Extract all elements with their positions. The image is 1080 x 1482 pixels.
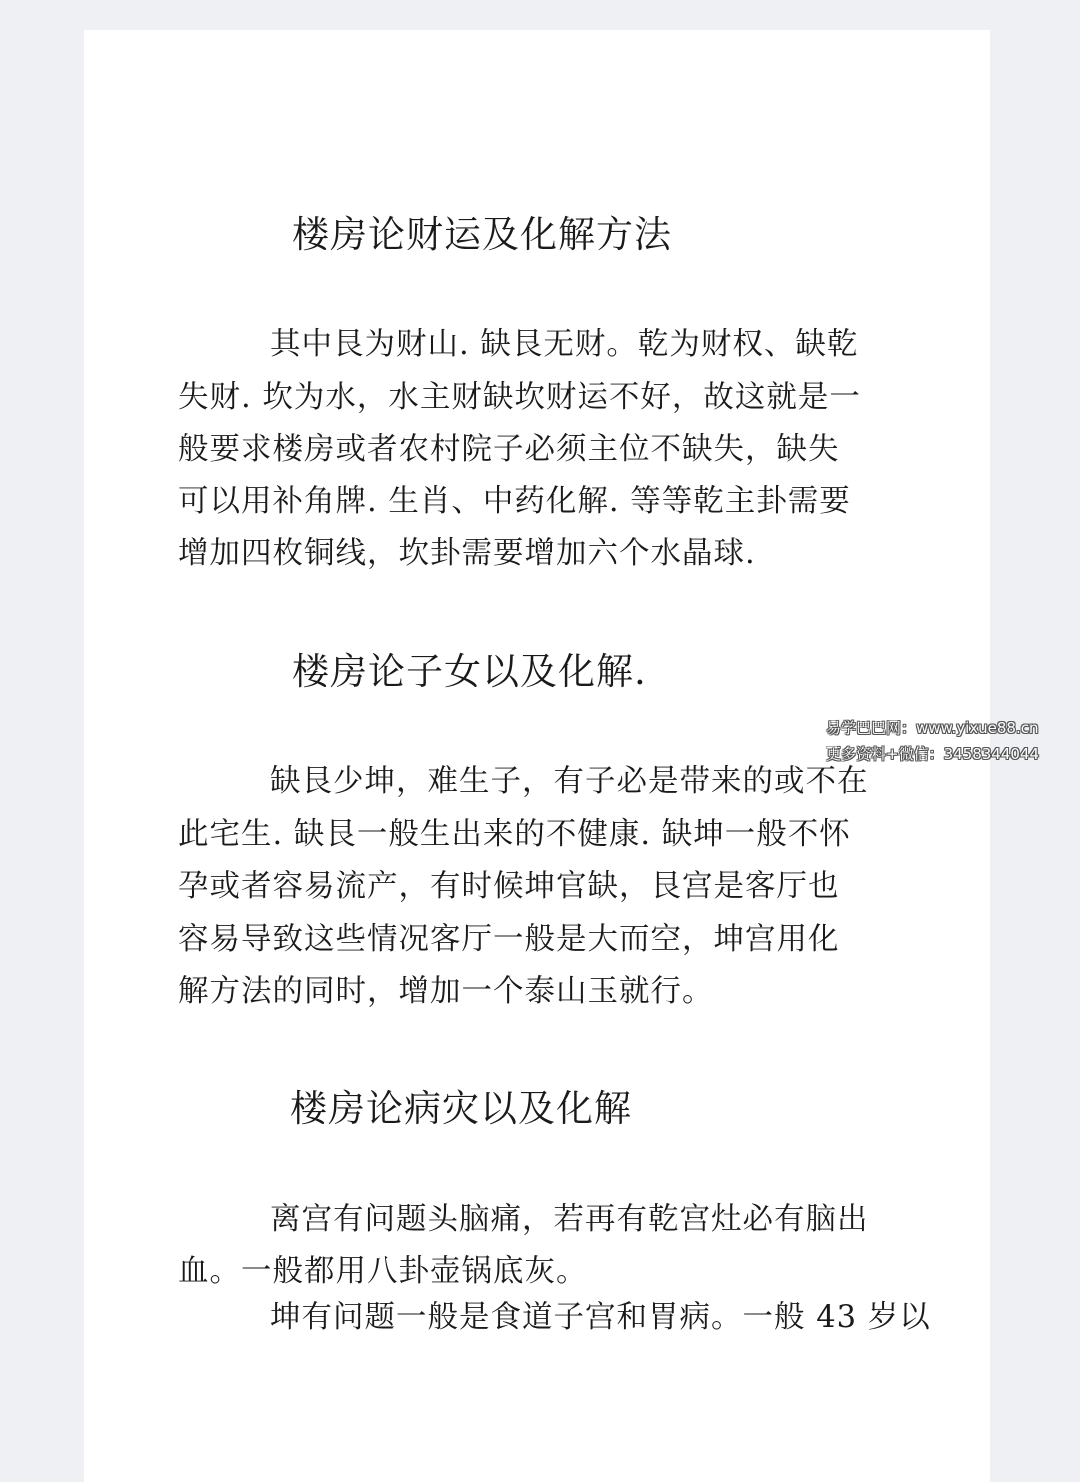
section-title-illness: 楼房论病灾以及化解	[290, 1087, 632, 1130]
section-title-wealth: 楼房论财运及化解方法	[292, 213, 672, 256]
paragraph-line: 增加四枚铜线，坎卦需要增加六个水晶球.	[178, 536, 756, 571]
paragraph-line: 此宅生. 缺艮一般生出来的不健康. 缺坤一般不怀	[178, 817, 851, 852]
paragraph-line: 其中艮为财山. 缺艮无财。乾为财权、缺乾	[270, 327, 859, 362]
paragraph-line: 离宫有问题头脑痛，若再有乾宫灶必有脑出	[270, 1202, 869, 1237]
paragraph-line: 解方法的同时，增加一个泰山玉就行。	[178, 974, 714, 1009]
paragraph-line: 血。一般都用八卦壶锅底灰。	[178, 1254, 588, 1289]
watermark-site: 易学巴巴网：www.yixue88.cn	[826, 719, 1039, 737]
paragraph-line: 坤有问题一般是食道子宫和胃病。一般 43 岁以	[270, 1300, 931, 1335]
section-title-children: 楼房论子女以及化解.	[292, 650, 647, 693]
paragraph-line: 可以用补角牌. 生肖、中药化解. 等等乾主卦需要	[178, 484, 851, 519]
paragraph-line: 失财. 坎为水，水主财缺坎财运不好，故这就是一	[178, 380, 861, 415]
paragraph-line: 容易导致这些情况客厅一般是大而空，坤宫用化	[178, 922, 840, 957]
watermark-contact: 更多资料+微信：3458344044	[826, 745, 1040, 763]
paragraph-line: 般要求楼房或者农村院子必须主位不缺失，缺失	[178, 432, 840, 467]
paragraph-line: 缺艮少坤，难生子，有子必是带来的或不在	[270, 764, 869, 799]
paragraph-line: 孕或者容易流产，有时候坤官缺，艮宫是客厅也	[178, 869, 840, 904]
